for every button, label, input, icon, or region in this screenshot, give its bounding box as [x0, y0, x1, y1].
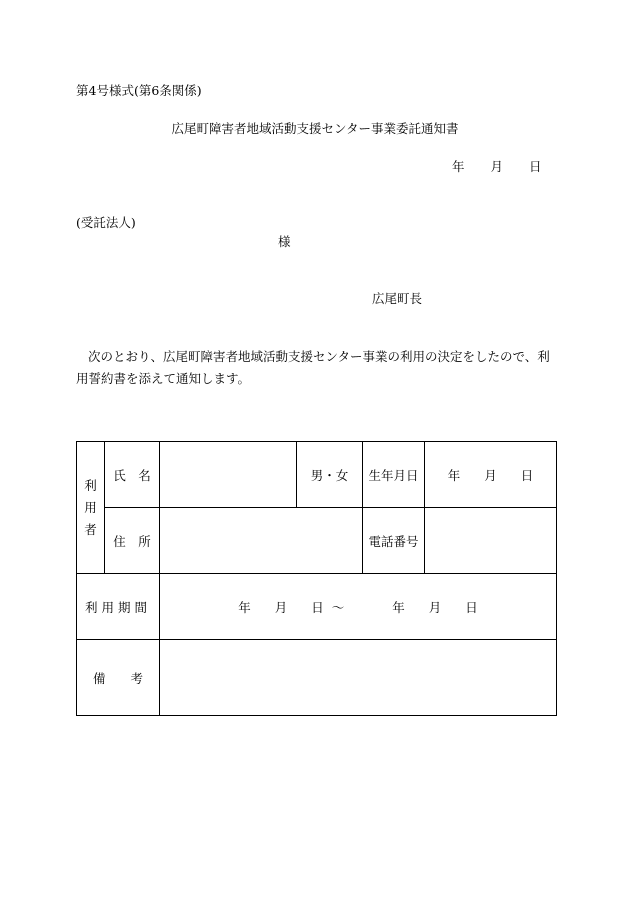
table-row-remarks: [77, 640, 557, 716]
name-value-cell[interactable]: [160, 442, 297, 508]
user-group-char: 用: [84, 499, 97, 515]
recipient-label: (受託法人): [76, 215, 136, 230]
address-value-cell[interactable]: [160, 508, 363, 574]
birth-day: 日: [520, 467, 534, 483]
birthdate-label: 生年月日: [363, 442, 425, 508]
body-text: 次のとおり、広尾町障害者地域活動支援センター事業の利用の決定をしたので、利用誓約書を添えて通知します。: [76, 349, 550, 386]
remarks-value-cell[interactable]: [160, 640, 557, 716]
user-group-char: 者: [84, 521, 97, 537]
period-value-cell[interactable]: [160, 574, 557, 640]
table-row-period: [77, 574, 557, 640]
birthdate-value-cell[interactable]: [425, 442, 557, 508]
table-row-name: [77, 442, 557, 508]
issue-date-month: 月: [490, 159, 504, 174]
birth-year: 年: [447, 467, 461, 483]
user-group-char: 利: [84, 477, 97, 493]
period-from-day: 日: [311, 599, 324, 615]
issue-date-year: 年: [452, 159, 465, 174]
period-to-month: 月: [428, 599, 442, 615]
document-title: 広尾町障害者地域活動支援センター事業委託通知書: [171, 121, 459, 136]
notice-table: [76, 441, 557, 716]
form-number: 第4号様式(第6条関係): [76, 83, 202, 98]
issue-date: [452, 161, 542, 174]
name-label: 氏 名: [105, 442, 160, 508]
user-group-label: [77, 442, 105, 574]
period-to-year: 年: [392, 599, 405, 615]
period-from-year: 年: [238, 599, 251, 615]
remarks-label: 備 考: [77, 640, 160, 716]
table-row-address: [77, 508, 557, 574]
address-label: 住 所: [105, 508, 160, 574]
sender-name: 広尾町長: [372, 291, 423, 306]
gender-label: 男・女: [297, 442, 363, 508]
period-label: 利用期間: [77, 574, 160, 640]
period-to-day: 日: [465, 599, 478, 615]
period-from-month: 月: [274, 599, 288, 615]
phone-value-cell[interactable]: [425, 508, 557, 574]
period-separator: 〜: [331, 599, 345, 615]
recipient-honorific: 様: [278, 234, 291, 249]
issue-date-day: 日: [529, 159, 542, 174]
birth-month: 月: [484, 467, 497, 483]
phone-label: 電話番号: [363, 508, 425, 574]
